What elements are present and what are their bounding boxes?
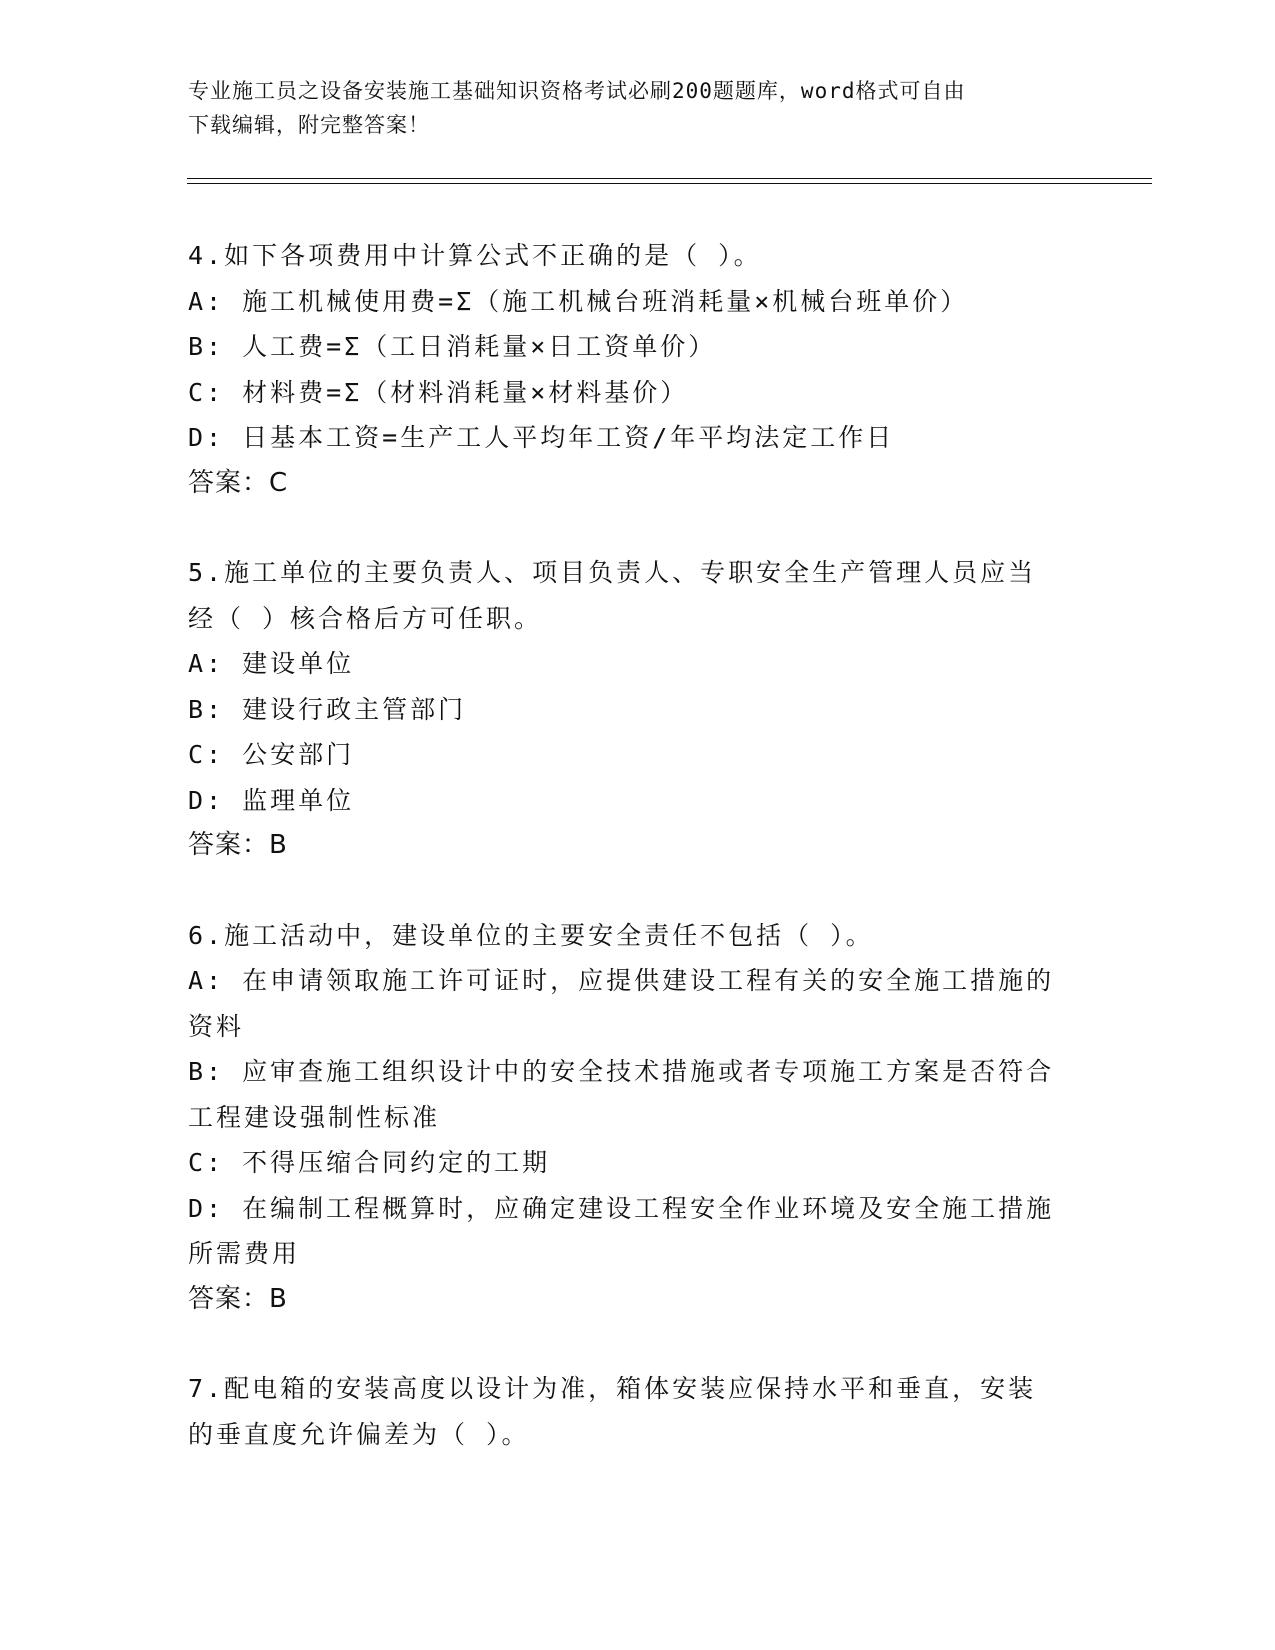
question-option [188, 958, 1088, 1049]
header-line-2: 下载编辑，附完整答案！ [188, 113, 430, 137]
option-text-line: D: 监理单位 [188, 785, 355, 815]
question-option [188, 324, 1088, 370]
question-stem-line: 5.施工单位的主要负责人、项目负责人、专职安全生产管理人员应当 [188, 558, 1037, 587]
option-text-line: B: 应审查施工组织设计中的安全技术措施或者专项施工方案是否符合 [188, 1057, 1055, 1086]
question-stem-line: 经（ ）核合格后方可任职。 [188, 603, 543, 633]
question-list [188, 233, 1088, 1501]
option-text-line: 工程建设强制性标准 [188, 1102, 441, 1132]
question-option [188, 732, 1088, 778]
question-option [188, 415, 1088, 461]
answer-line: 答案：C [188, 467, 289, 498]
question-option [188, 641, 1088, 687]
answer-line: 答案：B [188, 1283, 288, 1314]
question-stem-line: 4.如下各项费用中计算公式不正确的是（ ）。 [188, 241, 762, 270]
question-option [188, 370, 1088, 416]
option-text-line: C: 材料费=Σ（材料消耗量×材料基价） [188, 377, 689, 407]
question-option [188, 1049, 1088, 1140]
question-block [188, 233, 1088, 506]
option-text-line: C: 公安部门 [188, 740, 355, 769]
header-line-1: 专业施工员之设备安装施工基础知识资格考试必刷200题题库，word格式可自由 [188, 79, 966, 103]
question-block [188, 1366, 1088, 1457]
question-block [188, 913, 1088, 1323]
option-text-line: B: 建设行政主管部门 [188, 694, 467, 724]
option-text-line: A: 建设单位 [188, 649, 355, 678]
question-option [188, 778, 1088, 824]
question-stem-line: 7.配电箱的安装高度以设计为准，箱体安装应保持水平和垂直，安装 [188, 1374, 1037, 1403]
option-text-line: A: 在申请领取施工许可证时，应提供建设工程有关的安全施工措施的 [188, 966, 1055, 995]
option-text-line: 资料 [188, 1011, 245, 1041]
question-option [188, 1140, 1088, 1186]
question-option [188, 1186, 1088, 1277]
header-divider [187, 178, 1152, 184]
document-header [188, 74, 1068, 142]
option-text-line: C: 不得压缩合同约定的工期 [188, 1148, 551, 1177]
question-stem-line: 的垂直度允许偏差为（ ）。 [188, 1419, 530, 1449]
option-text-line: D: 日基本工资=生产工人平均年工资/年平均法定工作日 [188, 423, 895, 452]
question-block [188, 550, 1088, 869]
option-text-line: 所需费用 [188, 1239, 301, 1268]
answer-line: 答案：B [188, 830, 288, 860]
option-text-line: D: 在编制工程概算时，应确定建设工程安全作业环境及安全施工措施 [188, 1193, 1055, 1223]
option-text-line: A: 施工机械使用费=Σ（施工机械台班消耗量×机械台班单价） [188, 286, 969, 316]
question-option [188, 279, 1088, 325]
option-text-line: B: 人工费=Σ（工日消耗量×日工资单价） [188, 332, 717, 361]
question-stem-line: 6.施工活动中，建设单位的主要安全责任不包括（ ）。 [188, 920, 874, 950]
question-option [188, 687, 1088, 733]
